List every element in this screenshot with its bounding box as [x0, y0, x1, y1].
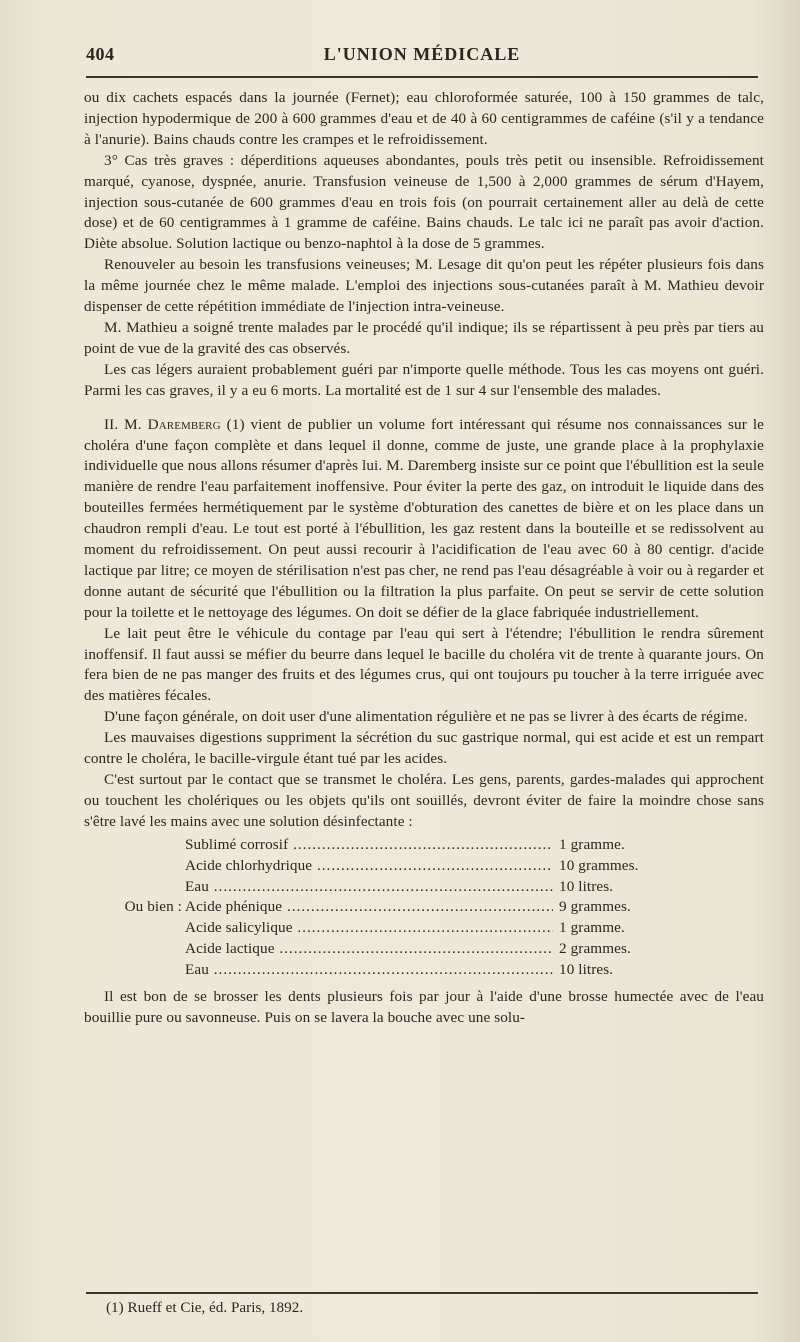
header-rule [86, 76, 758, 78]
paragraph: D'une façon générale, on doit user d'une alimentation régulière et ne pas se livrer à des écarts de régime. [104, 708, 748, 726]
paragraph: Les mauvaises digestions suppriment la sécrétion du suc gastrique normal, qui est acide et est un rempart contre le choléra, le bacille-virgule étant tué par les acides. [84, 729, 764, 768]
recipe-row [84, 856, 764, 877]
recipe-row [84, 897, 764, 918]
recipe-quantity: 10 grammes. [559, 856, 639, 874]
paragraph: 3° Cas très graves : déperditions aqueuses abondantes, pouls très petit ou insensible. Refroidissement marqué, cyanose, dyspnée, anurie. Transfusion veineuse de 1,500 à 2,000 grammes de sérum d'Hayem, injection sous-cutanée de 600 grammes d'eau en trois fois (on pourrait certainement aller au delà de cette dose) et de 60 centigrammes à 1 gramme de caféine. Bains chauds. Le talc ici ne paraît pas avoir d'action. Diète absolue. Solution lactique ou benzo-naphtol à la dose de 5 grammes. [84, 151, 764, 253]
recipe-ingredient: Sublimé corrosif ..... [185, 835, 553, 856]
recipe-ingredient: Acide salicylique ..... [185, 918, 553, 939]
section-text: (1) vient de publier un volume fort intéressant qui résume nos connaissances sur le choléra d'une façon complète et dans lequel il donne, comme de juste, une grande place à la prophylaxie individuelle que nous allons résumer d'après lui. M. Daremberg insiste sur ce point que l'ébullition est la seule manière de rendre l'eau parfaitement inoffensive. Pour éviter la perte des gaz, on introduit le liquide dans des bouteilles fermées hermétiquement par le système d'obturation des canettes de bière et on les place dans un chaudron rempli d'eau. Le tout est porté à l'ébullition, les gaz restent dans la bouteille et se redissolvent au moment du refroidissement. On peut aussi recourir à l'acidification de l'eau avec 60 à 80 centigr. d'acide lactique par litre; ce moyen de stérilisation n'est pas cher, ne rend pas l'eau désagréable à voir ou à regarder et donne autant de sécurité que l'ébullition ou la filtration la plus parfaite. On peut se servir de cette solution pour la toilette et le nettoyage des légumes. On doit se défier de la glace fabriquée industriellement. [84, 415, 764, 621]
recipe-row [84, 918, 764, 939]
running-title: L'UNION MÉDICALE [323, 44, 521, 64]
recipe-row [84, 939, 764, 960]
recipe-quantity: 1 gramme. [559, 919, 625, 937]
body-text [84, 88, 764, 1029]
recipe-quantity: 2 grammes. [559, 940, 631, 958]
paragraph: Renouveler au besoin les transfusions veineuses; M. Lesage dit qu'on peut les répéter plusieurs fois dans la même journée chez le même malade. L'emploi des injections sous-cutanées paraît à M. Mathieu devoir dispenser de cette répétition immédiate de l'injection intra-veineuse. [84, 256, 764, 316]
footnote-rule [86, 1292, 758, 1294]
recipe-ingredient: Eau ..... [185, 877, 553, 898]
running-header [86, 44, 758, 74]
footnote: (1) Rueff et Cie, éd. Paris, 1892. [106, 1299, 304, 1316]
paragraph: ou dix cachets espacés dans la journée (Fernet); eau chloroformée saturée, 100 à 150 grammes de talc, injection hypodermique de 200 à 600 grammes d'eau et de 40 à 60 centigrammes de caféine (s'il y a tendance à l'anurie). Bains chauds contre les crampes et le refroidissement. [84, 89, 764, 148]
recipe-prefix: Ou bien : [124, 898, 182, 916]
recipe-table [84, 835, 764, 981]
paragraph: Il est bon de se brosser les dents plusieurs fois par jour à l'aide d'une brosse humectée avec de l'eau bouillie pure ou savonneuse. Puis on se lavera la bouche avec une solu- [84, 987, 764, 1026]
recipe-quantity: 9 grammes. [559, 898, 631, 916]
section-lead: II. M. [104, 415, 148, 433]
recipe-quantity: 10 litres. [559, 961, 614, 979]
recipe-ingredient: Acide phénique ..... [185, 897, 553, 918]
recipe-quantity: 1 gramme. [559, 835, 625, 853]
recipe-row [84, 877, 764, 898]
paragraph-section-ii [84, 415, 764, 624]
recipe-row [84, 960, 764, 981]
paragraph: Les cas légers auraient probablement guéri par n'importe quelle méthode. Tous les cas moyens ont guéri. Parmi les cas graves, il y a eu 6 morts. La mortalité est de 1 sur 4 sur l'ensemble des malades. [84, 360, 764, 399]
recipe-ingredient: Acide chlorhydrique ..... [185, 856, 553, 877]
paragraph: M. Mathieu a soigné trente malades par le procédé qu'il indique; ils se répartissent à peu près par tiers au point de vue de la gravité des cas observés. [84, 318, 764, 357]
recipe-ingredient: Acide lactique ..... [185, 939, 553, 960]
paragraph: C'est surtout par le contact que se transmet le choléra. Les gens, parents, gardes-malades qui approchent ou touchent les cholériques ou les objets qu'ils ont souillés, devront éviter de faire la moindre chose sans s'être lavé les mains avec une solution désinfectante : [84, 771, 764, 830]
recipe-ingredient: Eau ..... [185, 960, 553, 981]
paragraph: Le lait peut être le véhicule du contage par l'eau qui sert à l'étendre; l'ébullition le rendra sûrement inoffensif. Il faut aussi se méfier du beurre dans lequel le bacille du choléra vit de trente à quarante jours. On fera bien de ne pas manger des fruits et des légumes crus, qui ont toujours pu toucher à la terre irriguée avec des matières fécales. [84, 624, 764, 705]
page-number: 404 [86, 44, 115, 64]
recipe-row [84, 835, 764, 856]
author-name: Daremberg [147, 415, 221, 433]
recipe-quantity: 10 litres. [559, 877, 614, 895]
